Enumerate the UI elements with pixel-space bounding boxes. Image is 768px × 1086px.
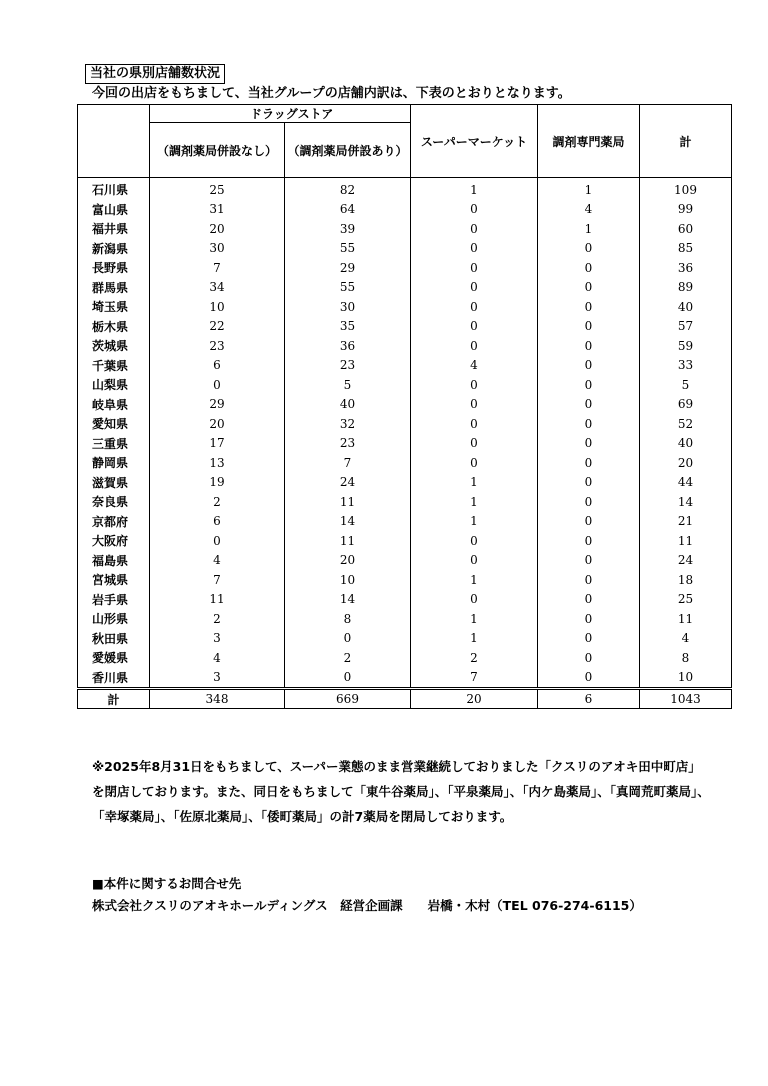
count-total: 10 [640,668,732,689]
prefecture-name: 香川県 [78,668,150,689]
count-with-pharmacy: 64 [285,200,411,220]
total-sum: 1043 [640,689,732,709]
total-no-pharmacy: 348 [150,689,285,709]
table-row [78,317,732,337]
count-dispensing: 0 [538,356,640,376]
table-row [78,395,732,415]
count-total: 33 [640,356,732,376]
prefecture-name: 石川県 [78,178,150,200]
count-with-pharmacy: 82 [285,178,411,200]
count-supermarket: 1 [411,570,538,590]
count-dispensing: 0 [538,590,640,610]
count-supermarket: 0 [411,258,538,278]
total-dispensing: 6 [538,689,640,709]
table-row [78,668,732,689]
count-with-pharmacy: 0 [285,629,411,649]
count-dispensing: 0 [538,453,640,473]
count-with-pharmacy: 14 [285,512,411,532]
count-no-pharmacy: 2 [150,609,285,629]
count-no-pharmacy: 25 [150,178,285,200]
count-supermarket: 1 [411,512,538,532]
count-dispensing: 0 [538,492,640,512]
total-with-pharmacy: 669 [285,689,411,709]
count-dispensing: 0 [538,629,640,649]
count-dispensing: 0 [538,609,640,629]
count-total: 11 [640,609,732,629]
count-with-pharmacy: 32 [285,414,411,434]
count-no-pharmacy: 20 [150,219,285,239]
count-no-pharmacy: 2 [150,492,285,512]
count-dispensing: 0 [538,434,640,454]
table-row [78,375,732,395]
count-with-pharmacy: 11 [285,531,411,551]
count-total: 18 [640,570,732,590]
header-supermarket: スーパーマーケット [411,105,538,178]
count-dispensing: 0 [538,317,640,337]
count-dispensing: 0 [538,258,640,278]
count-no-pharmacy: 7 [150,570,285,590]
count-no-pharmacy: 23 [150,336,285,356]
count-supermarket: 0 [411,414,538,434]
count-supermarket: 0 [411,590,538,610]
count-no-pharmacy: 34 [150,278,285,298]
table-row [78,297,732,317]
count-with-pharmacy: 55 [285,278,411,298]
count-total: 4 [640,629,732,649]
count-dispensing: 0 [538,648,640,668]
count-no-pharmacy: 3 [150,629,285,649]
count-total: 40 [640,297,732,317]
prefecture-name: 福島県 [78,551,150,571]
count-dispensing: 0 [538,297,640,317]
count-no-pharmacy: 3 [150,668,285,689]
count-no-pharmacy: 4 [150,648,285,668]
table-row [78,178,732,200]
count-with-pharmacy: 29 [285,258,411,278]
count-total: 52 [640,414,732,434]
prefecture-name: 岐阜県 [78,395,150,415]
table-row [78,648,732,668]
count-no-pharmacy: 22 [150,317,285,337]
count-supermarket: 1 [411,473,538,493]
count-with-pharmacy: 7 [285,453,411,473]
count-no-pharmacy: 13 [150,453,285,473]
count-total: 59 [640,336,732,356]
header-dispensing: 調剤専門薬局 [538,105,640,178]
count-dispensing: 0 [538,375,640,395]
header-prefecture-blank [78,105,150,178]
count-with-pharmacy: 8 [285,609,411,629]
table-row [78,414,732,434]
count-supermarket: 0 [411,453,538,473]
count-supermarket: 0 [411,375,538,395]
table-row [78,551,732,571]
table-row [78,473,732,493]
count-no-pharmacy: 6 [150,512,285,532]
prefecture-name: 富山県 [78,200,150,220]
count-total: 69 [640,395,732,415]
prefecture-name: 京都府 [78,512,150,532]
count-dispensing: 4 [538,200,640,220]
prefecture-name: 大阪府 [78,531,150,551]
table-row [78,258,732,278]
count-supermarket: 7 [411,668,538,689]
count-dispensing: 0 [538,278,640,298]
prefecture-name: 奈良県 [78,492,150,512]
count-no-pharmacy: 30 [150,239,285,259]
prefecture-name: 千葉県 [78,356,150,376]
count-supermarket: 0 [411,336,538,356]
contact-line: 株式会社クスリのアオキホールディングス 経営企画課 岩橋・木村（TEL 076-274-6115） [92,898,642,913]
count-with-pharmacy: 35 [285,317,411,337]
count-total: 14 [640,492,732,512]
table-row [78,239,732,259]
count-dispensing: 0 [538,473,640,493]
count-total: 60 [640,219,732,239]
count-total: 109 [640,178,732,200]
table-row [78,629,732,649]
total-supermarket: 20 [411,689,538,709]
count-with-pharmacy: 40 [285,395,411,415]
count-dispensing: 1 [538,219,640,239]
count-total: 99 [640,200,732,220]
count-no-pharmacy: 20 [150,414,285,434]
count-no-pharmacy: 29 [150,395,285,415]
prefecture-name: 静岡県 [78,453,150,473]
count-with-pharmacy: 39 [285,219,411,239]
count-total: 89 [640,278,732,298]
count-total: 57 [640,317,732,337]
count-with-pharmacy: 0 [285,668,411,689]
table-row [78,609,732,629]
count-supermarket: 0 [411,239,538,259]
count-no-pharmacy: 0 [150,375,285,395]
count-with-pharmacy: 20 [285,551,411,571]
count-supermarket: 1 [411,492,538,512]
count-with-pharmacy: 14 [285,590,411,610]
count-dispensing: 0 [538,531,640,551]
table-row [78,200,732,220]
prefecture-name: 愛媛県 [78,648,150,668]
count-with-pharmacy: 11 [285,492,411,512]
count-total: 21 [640,512,732,532]
table-row [78,356,732,376]
count-dispensing: 0 [538,239,640,259]
count-supermarket: 0 [411,219,538,239]
prefecture-name: 山形県 [78,609,150,629]
total-row [78,689,732,709]
count-total: 44 [640,473,732,493]
count-total: 20 [640,453,732,473]
table-row [78,336,732,356]
prefecture-name: 山梨県 [78,375,150,395]
count-supermarket: 0 [411,551,538,571]
table-body [78,178,732,689]
count-with-pharmacy: 36 [285,336,411,356]
count-total: 24 [640,551,732,571]
count-dispensing: 0 [538,395,640,415]
table-row [78,453,732,473]
prefecture-name: 茨城県 [78,336,150,356]
count-no-pharmacy: 31 [150,200,285,220]
header-drugstore: ドラッグストア [150,105,411,123]
total-label: 計 [78,689,150,709]
prefecture-name: 岩手県 [78,590,150,610]
count-dispensing: 0 [538,336,640,356]
count-with-pharmacy: 10 [285,570,411,590]
count-supermarket: 1 [411,629,538,649]
count-supermarket: 0 [411,434,538,454]
count-supermarket: 2 [411,648,538,668]
header-with-pharmacy: （調剤薬局併設あり） [285,123,411,178]
prefecture-name: 埼玉県 [78,297,150,317]
count-supermarket: 0 [411,531,538,551]
table-row [78,492,732,512]
count-with-pharmacy: 30 [285,297,411,317]
document-title: 当社の県別店舗数状況 [85,64,225,84]
count-dispensing: 1 [538,178,640,200]
prefecture-name: 三重県 [78,434,150,454]
count-supermarket: 0 [411,317,538,337]
count-no-pharmacy: 10 [150,297,285,317]
header-no-pharmacy: （調剤薬局併設なし） [150,123,285,178]
header-total: 計 [640,105,732,178]
table-row [78,531,732,551]
count-total: 5 [640,375,732,395]
count-with-pharmacy: 23 [285,434,411,454]
count-no-pharmacy: 19 [150,473,285,493]
closure-note: ※2025年8月31日をもちまして、スーパー業態のまま営業継続しておりました「クスリのアオキ田中町店」を閉店しております。また、同日をもちまして「東牛谷薬局」、「平泉薬局」、「内ケ島薬局」、「真岡荒町薬局」、「幸塚薬局」、「佐原北薬局」、「倭町薬局」の計7薬局を閉局しております。 [92,759,710,824]
table-row [78,590,732,610]
count-with-pharmacy: 23 [285,356,411,376]
table-row [78,219,732,239]
count-no-pharmacy: 0 [150,531,285,551]
count-supermarket: 1 [411,609,538,629]
count-with-pharmacy: 2 [285,648,411,668]
count-no-pharmacy: 6 [150,356,285,376]
count-total: 40 [640,434,732,454]
count-dispensing: 0 [538,414,640,434]
count-supermarket: 0 [411,395,538,415]
prefecture-name: 愛知県 [78,414,150,434]
count-dispensing: 0 [538,551,640,571]
prefecture-name: 新潟県 [78,239,150,259]
table-row [78,570,732,590]
count-dispensing: 0 [538,512,640,532]
count-total: 25 [640,590,732,610]
count-no-pharmacy: 4 [150,551,285,571]
prefecture-name: 栃木県 [78,317,150,337]
count-total: 11 [640,531,732,551]
table-row [78,512,732,532]
store-count-table [77,104,732,709]
prefecture-name: 宮城県 [78,570,150,590]
prefecture-name: 秋田県 [78,629,150,649]
count-with-pharmacy: 55 [285,239,411,259]
contact-heading: ■本件に関するお問合せ先 [92,876,242,891]
count-with-pharmacy: 5 [285,375,411,395]
count-dispensing: 0 [538,668,640,689]
count-dispensing: 0 [538,570,640,590]
count-supermarket: 4 [411,356,538,376]
count-no-pharmacy: 7 [150,258,285,278]
table-row [78,434,732,454]
prefecture-name: 群馬県 [78,278,150,298]
count-supermarket: 0 [411,200,538,220]
prefecture-name: 福井県 [78,219,150,239]
count-supermarket: 1 [411,178,538,200]
table-row [78,278,732,298]
count-no-pharmacy: 17 [150,434,285,454]
count-no-pharmacy: 11 [150,590,285,610]
prefecture-name: 滋賀県 [78,473,150,493]
count-supermarket: 0 [411,297,538,317]
count-total: 85 [640,239,732,259]
count-total: 36 [640,258,732,278]
count-total: 8 [640,648,732,668]
count-supermarket: 0 [411,278,538,298]
intro-text: 今回の出店をもちまして、当社グループの店舗内訳は、下表のとおりとなります。 [92,86,571,101]
prefecture-name: 長野県 [78,258,150,278]
count-with-pharmacy: 24 [285,473,411,493]
